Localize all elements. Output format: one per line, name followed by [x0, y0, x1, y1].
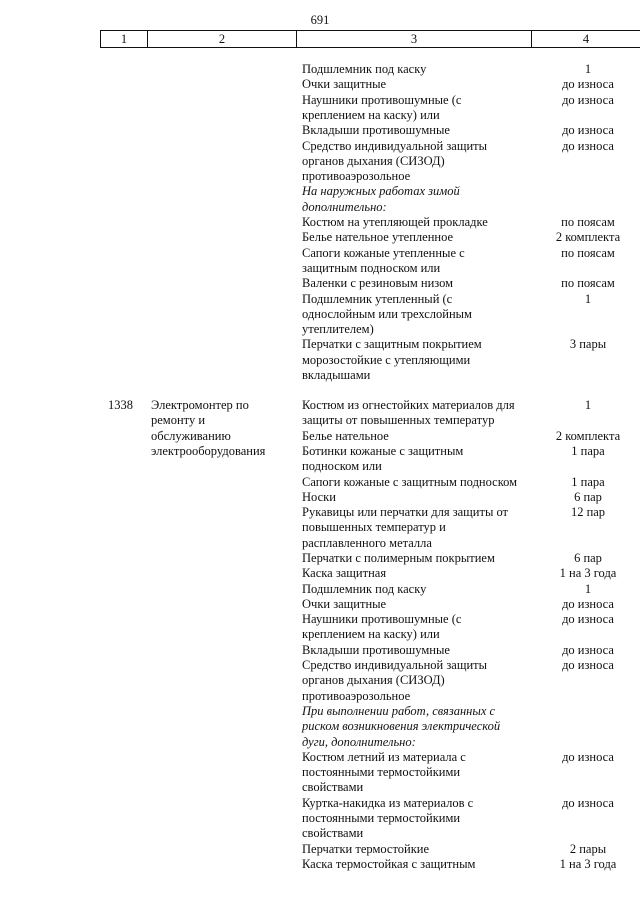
item-name — [302, 490, 527, 505]
item-quantity: до износа — [562, 795, 614, 810]
item-name-line: Очки защитные — [302, 596, 387, 611]
item-name — [302, 857, 527, 872]
item-name-line: Средство индивидуальной защиты — [302, 138, 488, 153]
item-name-line: Костюм летний из материала с — [302, 749, 466, 764]
item-name-line: защитным подноском или — [302, 260, 441, 275]
header-col-3: 3 — [296, 31, 531, 47]
profession-name — [151, 398, 291, 459]
item-quantity: до износа — [562, 596, 614, 611]
item-name-line: повышенных температур и — [302, 520, 446, 535]
item-name-line: органов дыхания (СИЗОД) — [302, 673, 445, 688]
item-name-line: Очки защитные — [302, 77, 387, 92]
item-quantity: 6 пар — [574, 489, 602, 504]
item-name-line: однослойным или трехслойным — [302, 306, 472, 321]
item-name — [302, 505, 527, 551]
page-number: 691 — [310, 13, 330, 27]
item-quantity: до износа — [562, 658, 614, 673]
item-name — [302, 398, 527, 429]
item-name — [302, 276, 527, 291]
item-name — [302, 77, 527, 92]
item-name-line: Валенки с резиновым низом — [302, 276, 454, 291]
item-quantity: по поясам — [561, 245, 615, 260]
item-name-line: Вкладыши противошумные — [302, 642, 450, 657]
item-name-line: При выполнении работ, связанных с — [302, 704, 496, 718]
profession-line: Электромонтер по — [151, 398, 249, 412]
item-quantity: 2 пары — [569, 841, 607, 856]
item-name — [302, 842, 527, 857]
item-name-line: Перчатки термостойкие — [302, 841, 430, 856]
item-quantity: 1 пара — [571, 474, 605, 489]
item-name-line: Наушники противошумные (с — [302, 92, 462, 107]
item-quantity: 1 на 3 года — [559, 857, 617, 871]
item-name-line: морозостойкие с утепляющими — [302, 352, 471, 367]
item-quantity: до износа — [562, 138, 614, 153]
item-name — [302, 62, 527, 77]
item-quantity: до износа — [562, 749, 614, 764]
entry-number: 1338 — [108, 398, 133, 412]
item-name — [302, 123, 527, 138]
item-name-line: Средство индивидуальной защиты — [302, 658, 488, 673]
item-quantity: 1 на 3 года — [559, 566, 617, 581]
item-name-line: Ботинки кожаные с защитным — [302, 443, 464, 458]
item-name-line: Куртка-накидка из материалов с — [302, 795, 474, 810]
item-name-line: Сапоги кожаные с защитным подноском — [302, 474, 518, 489]
item-quantity: 12 пар — [570, 505, 606, 520]
item-quantity: 1 пара — [571, 443, 605, 458]
item-quantity: 2 комплекта — [555, 230, 621, 245]
item-name — [302, 337, 527, 383]
item-name-line: органов дыхания (СИЗОД) — [302, 153, 445, 168]
item-name — [302, 597, 527, 612]
item-name-line: креплением на каску) или — [302, 627, 440, 642]
item-name-line: постоянными термостойкими — [302, 811, 461, 826]
header-col-1: 1 — [100, 31, 147, 47]
item-name — [302, 704, 527, 750]
item-name — [302, 612, 527, 643]
item-quantity: 1 — [584, 291, 592, 306]
item-quantity: 1 — [584, 398, 592, 412]
item-name — [302, 658, 527, 704]
item-name-line: Перчатки с защитным покрытием — [302, 337, 482, 352]
profession-line: обслуживанию — [151, 428, 231, 443]
item-quantity: 1 — [584, 62, 592, 76]
header-col-2: 2 — [147, 31, 296, 47]
profession-line: ремонту и — [151, 413, 206, 428]
item-name-line: утеплителем) — [302, 322, 374, 337]
item-name-line: Белье нательное утепленное — [302, 230, 454, 245]
item-name-line: Костюм на утепляющей прокладке — [302, 215, 488, 229]
item-name — [302, 93, 527, 124]
item-name-line: Перчатки с полимерным покрытием — [302, 551, 495, 565]
item-name-line: На наружных работах зимой — [302, 184, 460, 199]
item-name-line: креплением на каску) или — [302, 107, 440, 122]
item-name — [302, 184, 527, 215]
item-name-line: свойствами — [302, 780, 364, 795]
item-quantity: до износа — [562, 123, 614, 138]
item-name — [302, 429, 527, 444]
item-name-line: подноском или — [302, 459, 382, 474]
item-name-line: Вкладыши противошумные — [302, 123, 450, 138]
item-name — [302, 292, 527, 338]
item-name — [302, 796, 527, 842]
item-name — [302, 750, 527, 796]
header-col-4: 4 — [531, 31, 640, 47]
item-name-line: Костюм из огнестойких материалов для — [302, 398, 515, 412]
item-name-line: Подшлемник утепленный (с — [302, 291, 453, 306]
item-quantity: 2 комплекта — [555, 428, 621, 443]
table-header — [100, 30, 640, 48]
item-name — [302, 139, 527, 185]
item-quantity: до износа — [562, 642, 614, 657]
item-name-line: Наушники противошумные (с — [302, 612, 462, 627]
item-name — [302, 582, 527, 597]
item-name-line: Носки — [302, 489, 336, 504]
item-quantity: до износа — [562, 77, 614, 92]
item-name-line: Каска защитная — [302, 566, 387, 581]
item-name — [302, 475, 527, 490]
item-name-line: риском возникновения электрической — [302, 719, 501, 734]
item-name — [302, 643, 527, 658]
item-name-line: Подшлемник под каску — [302, 581, 427, 596]
item-name — [302, 230, 527, 245]
item-name-line: противоаэрозольное — [302, 688, 411, 703]
item-name-line: Подшлемник под каску — [302, 62, 427, 76]
item-name-line: расплавленного металла — [302, 535, 432, 550]
item-name-line: защиты от повышенных температур — [302, 413, 495, 428]
item-name-line: противоаэрозольное — [302, 169, 411, 184]
profession-line: электрооборудования — [151, 443, 266, 458]
item-name — [302, 444, 527, 475]
item-quantity: до износа — [562, 612, 614, 627]
item-quantity: по поясам — [561, 215, 615, 229]
item-name-line: Каска термостойкая с защитным — [302, 857, 476, 871]
item-name-line: вкладышами — [302, 367, 371, 382]
item-name-line: Рукавицы или перчатки для защиты от — [302, 505, 509, 520]
item-quantity: 3 пары — [569, 337, 607, 352]
item-name-line: постоянными термостойкими — [302, 765, 461, 780]
item-name — [302, 566, 527, 581]
item-name — [302, 551, 527, 566]
item-name-line: дуги, дополнительно: — [302, 734, 416, 749]
item-name-line: свойствами — [302, 826, 364, 841]
item-quantity: до износа — [562, 92, 614, 107]
item-name — [302, 246, 527, 277]
item-quantity: 6 пар — [574, 551, 602, 565]
item-quantity: по поясам — [561, 276, 615, 291]
item-name-line: дополнительно: — [302, 199, 387, 214]
item-name — [302, 215, 527, 230]
item-name-line: Сапоги кожаные утепленные с — [302, 245, 465, 260]
item-quantity: 1 — [584, 581, 592, 596]
item-name-line: Белье нательное — [302, 428, 389, 443]
